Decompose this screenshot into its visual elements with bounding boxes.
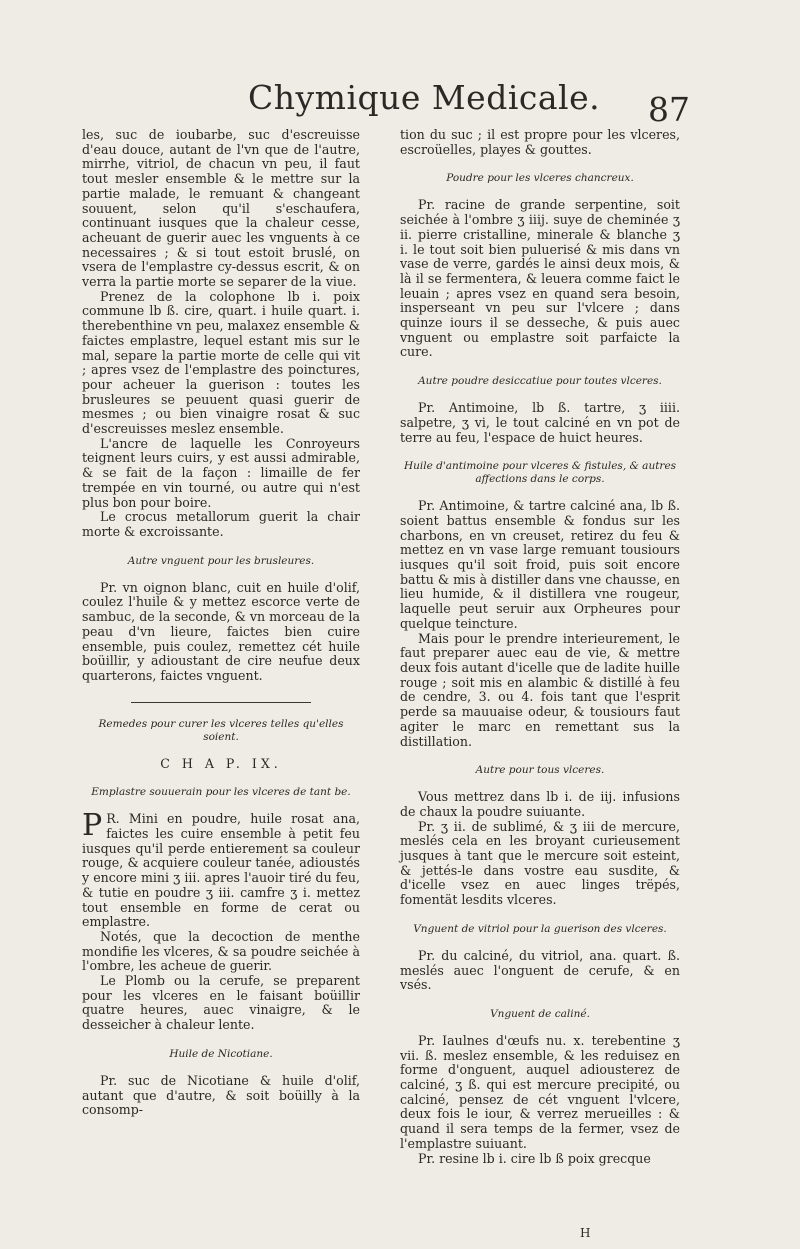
section-heading: Remedes pour curer les vlceres telles qu'elles soient. (98, 717, 344, 743)
paragraph-text: Le crocus metallorum guerit la chair morte & excroissante. (82, 509, 360, 539)
paragraph (82, 1074, 360, 1118)
paragraph-text: Mais pour le prendre interieurement, le faut preparer auec eau de vie, & mettre deux fois autant d'icelle que de ladite huille rouge ; soit mis en alambic & distillé à feu de cendre, 3. ou 4. fois tant que l'esprit perde sa mauuaise odeur, & tousiours faut agiter le marc en remettant sus la distillation. (400, 630, 680, 749)
signature-mark: H (580, 1226, 591, 1240)
paragraph-text: Le Plomb ou la cerufe, se preparent pour les vlceres en le faisant boüillir quatre heures, auec vinaigre, & le desseicher à chaleur lente. (82, 973, 360, 1033)
paragraph (400, 949, 680, 993)
section-heading: Vnguent de vitriol pour la guerison des vlceres. (413, 922, 667, 935)
left-column (82, 128, 360, 1118)
paragraph-text: L'ancre de laquelle les Conroyeurs teignent leurs cuirs, y est aussi admirable, & se fait de la façon : limaille de fer trempée en vin tourné, ou autre qui n'est plus bon pour boire. (82, 435, 360, 510)
paragraph-text: les, suc de ioubarbe, suc d'escreuisse d'eau douce, autant de l'vn que de l'autre, mirrhe, vitriol, de chacun vn peu, il faut tout mesler ensemble & le mettre sur la partie malade, le remuant & changeant souuent, selon qu'il s'eschaufera, continuant iusques que la chaleur cesse, acheuant de guerir auec les vnguents à ce necessaires ; & si tout estoit bruslé, on vsera de l'emplastre cy-dessus escrit, & on verra la partie morte se separer de la viue. (82, 127, 360, 290)
paragraph-text: Pr. racine de grande serpentine, soit seichée à l'ombre ʒ iiij. suye de cheminée ʒ ii. pierre cristalline, minerale & blanche ʒ i. le tout soit bien puluerisé & mis dans vn vase de verre, gardés le ainsi deux mois, & là il se fermentera, & leuera comme faict le leuain ; apres vsez en quand sera besoin, insperseant vn peu sur l'vlcere ; dans quinze iours il se desseche, & puis auec vnguent ou emplastre soit parfaicte la cure. (400, 197, 680, 360)
paragraph-text: Pr. du calciné, du vitriol, ana. quart. ß. meslés auec l'onguent de cerufe, & en vsés. (400, 947, 680, 993)
paragraph-text: Pr. Iaulnes d'œufs nu. x. terebentine ʒ vii. ß. meslez ensemble, & les reduisez en forme d'onguent, auquel adiousterez de calciné, ʒ ß. qui est mercure precipité, ou calciné, pensez de cét vnguent l'vlcere, deux fois le iour, & verrez merueilles : & quand il sera temps de la fermer, vsez de l'emplastre suiuant. (400, 1032, 680, 1151)
section-heading: Vnguent de caliné. (490, 1007, 590, 1020)
paragraph (400, 1034, 680, 1152)
section-heading: Autre vnguent pour les brusleures. (127, 554, 315, 567)
section-heading: Huile de Nicotiane. (169, 1047, 273, 1060)
paragraph-text: Prenez de la colophone lb i. poix commune lb ß. cire, quart. i huile quart. i. therebenthine vn peu, malaxez ensemble & faictes emplastre, lequel estant mis sur le mal, separe la partie morte de celle qui vit ; apres vsez de l'emplastre des poinctures, pour acheuer la guerison : toutes les brusleures se peuuent quasi guerir de mesmes ; ou bien vinaigre rosat & suc d'escreuisses meslez ensemble. (82, 288, 360, 437)
paragraph (400, 790, 680, 819)
paragraph (400, 1152, 680, 1167)
paragraph-text: Pr. Antimoine, lb ß. tartre, ʒ iiii. salpetre, ʒ vi, le tout calciné en vn pot de terre au feu, l'espace de huict heures. (400, 400, 680, 445)
section-heading: Emplastre souuerain pour les vlceres de tant be. (91, 786, 351, 799)
running-header: Chymique Medicale. (248, 78, 601, 117)
paragraph (82, 128, 360, 290)
paragraph-text: Notés, que la decoction de menthe mondifie les vlceres, & sa poudre seichée à l'ombre, les acheue de guerir. (82, 928, 360, 974)
paragraph (400, 499, 680, 631)
section-heading: Autre pour tous vlceres. (475, 764, 605, 777)
section-heading: Autre poudre desiccatiue pour toutes vlceres. (418, 375, 662, 388)
section-heading: Huile d'antimoine pour vlceres & fistules, & autres affections dans le corps. (403, 460, 677, 486)
paragraph-text: Pr. ʒ ii. de sublimé, & ʒ iii de mercure, meslés cela en les broyant curieusement jusques à tant que le mercure soit esteint, & jettés-le dans vostre eau susdite, & d'icelle vsez en auec linges trëpés, fomentät lesdits vlceres. (400, 818, 680, 908)
paragraph (400, 198, 680, 360)
chapter-heading: C H A P. IX. (160, 755, 282, 771)
right-column (400, 128, 680, 1166)
paragraph (400, 128, 680, 157)
section-divider (131, 702, 311, 703)
paragraph (82, 437, 360, 511)
paragraph (82, 510, 360, 539)
paragraph-text: Pr. suc de Nicotiane & huile d'olif, autant que d'autre, & soit boüilly à la consomp- (82, 1072, 360, 1118)
paragraph-text: R. Mini en poudre, huile rosat ana, faictes les cuire ensemble à petit feu iusques qu'il perde entierement sa couleur rouge, & acquiere couleur tanée, adioustés y encore mini ʒ iii. apres l'auoir tiré du feu, & tutie en poudre ʒ iii. camfre ʒ i. mettez tout ensemble en forme de cerat ou emplastre. (82, 811, 360, 930)
paragraph (82, 290, 360, 437)
paragraph (82, 930, 360, 974)
paragraph (400, 632, 680, 750)
paragraph-text: Vous mettrez dans lb i. de iij. infusions de chaux la poudre suiuante. (400, 789, 680, 819)
page-number: 87 (648, 90, 690, 129)
paragraph-text: Pr. resine lb i. cire lb ß poix grecque (418, 1150, 651, 1166)
paragraph (82, 974, 360, 1033)
paragraph (400, 820, 680, 908)
paragraph-text: Pr. Antimoine, & tartre calciné ana, lb ß. soient battus ensemble & fondus sur les charbons, en vn creuset, retirez du feu & mettez en vn vase large remuant tousiours iusques qu'il soit froid, puis soit encore battu & mis à distiller dans vne chausse, en lieu humide, & il distillera vne rougeur, laquelle peut seruir aux Orpheures pour quelque teincture. (400, 498, 680, 631)
paragraph (82, 808, 360, 930)
section-heading: Poudre pour les vlceres chancreux. (446, 172, 634, 185)
paragraph (82, 581, 360, 684)
paragraph-text: tion du suc ; il est propre pour les vlceres, escroüelles, playes & gouttes. (400, 127, 680, 157)
paragraph-text: Pr. vn oignon blanc, cuit en huile d'olif, coulez l'huile & y mettez escorce verte de sambuc, de la seconde, & vn morceau de la peau d'vn lieure, faictes bien cuire ensemble, puis coulez, remettez cét huile boüillir, y adioustant de cire neufue deux quarterons, faictes vnguent. (82, 579, 360, 683)
drop-cap: P (82, 808, 103, 844)
paragraph (400, 401, 680, 445)
